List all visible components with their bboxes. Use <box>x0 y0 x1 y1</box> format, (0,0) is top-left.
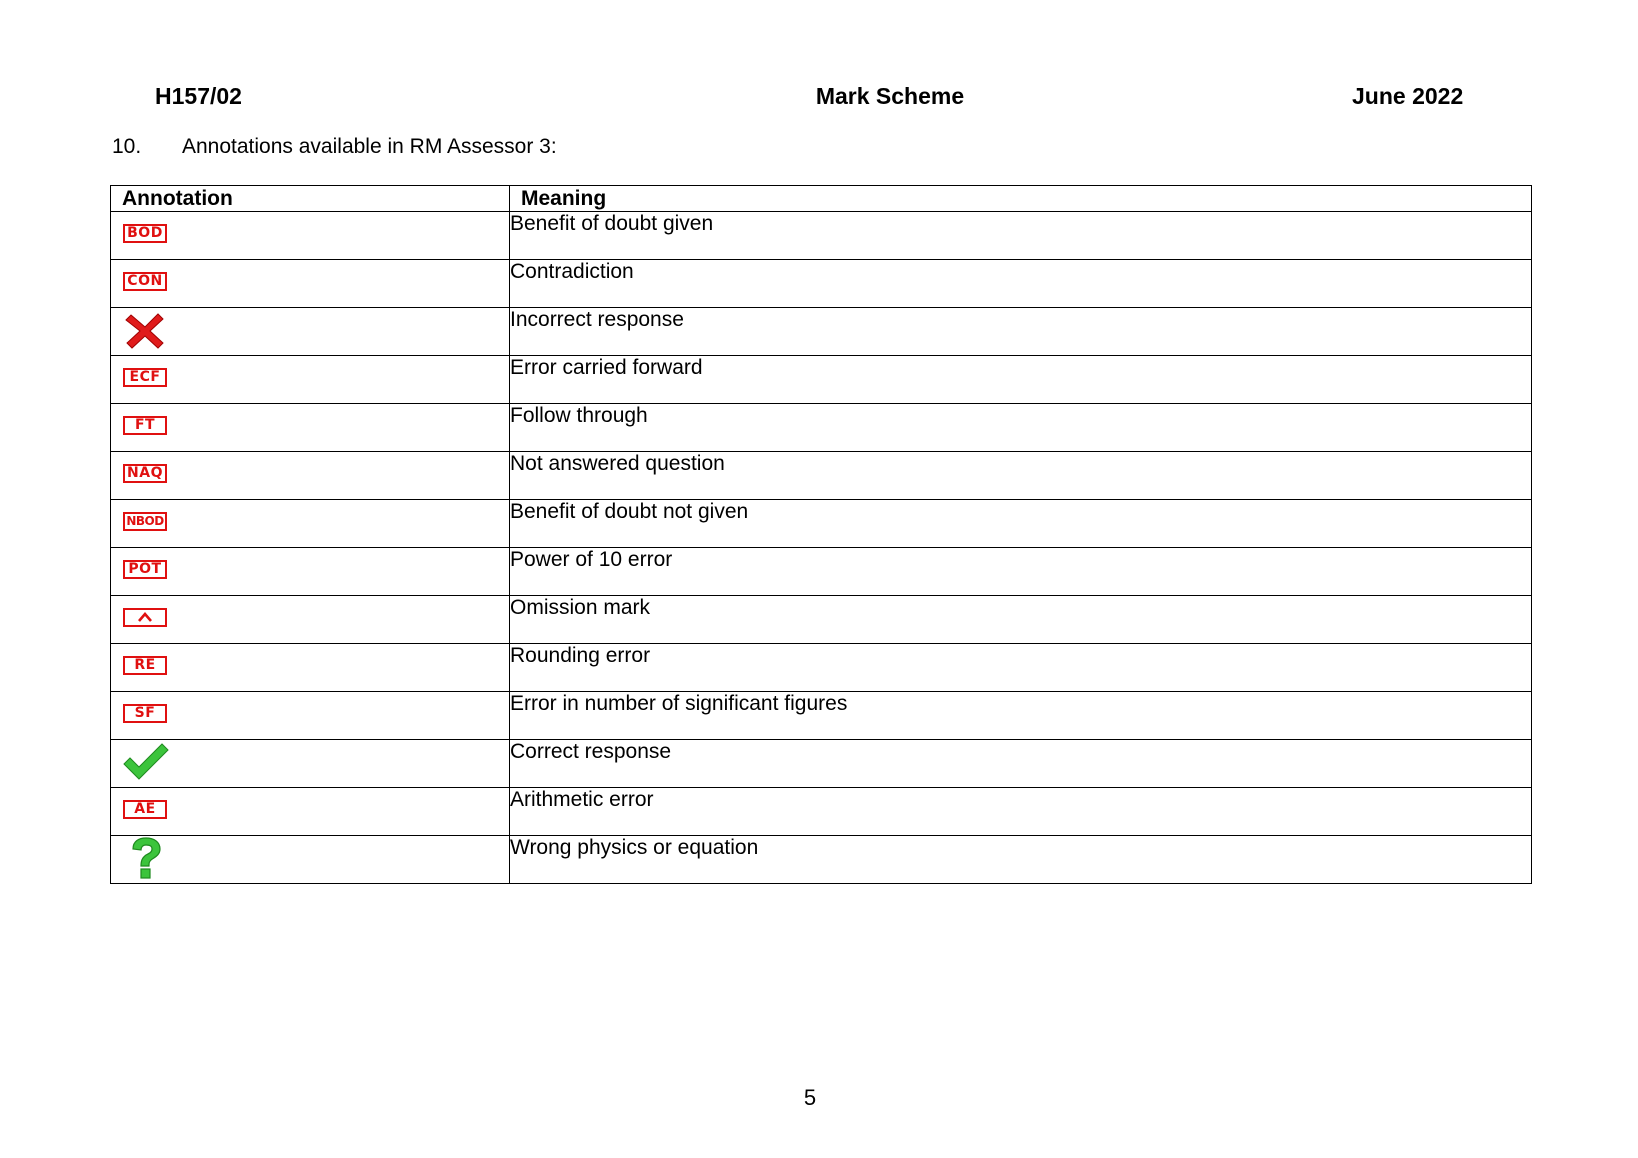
re-stamp-icon: RE <box>123 656 167 675</box>
sf-stamp-icon: SF <box>123 704 167 723</box>
table-row <box>111 404 1532 452</box>
section-number: 10. <box>112 135 142 158</box>
question-mark-icon <box>129 837 163 881</box>
section-title: Annotations available in RM Assessor 3: <box>182 135 557 158</box>
exam-date: June 2022 <box>1352 83 1464 109</box>
table-header-row <box>111 186 1532 212</box>
table-row <box>111 452 1532 500</box>
tick-icon <box>123 742 169 782</box>
page-number: 5 <box>803 1085 817 1110</box>
naq-stamp-icon: NAQ <box>123 464 167 483</box>
table-row <box>111 548 1532 596</box>
column-header-meaning: Meaning <box>510 186 1532 212</box>
meaning-cell: Error in number of significant figures <box>510 692 1532 740</box>
meaning-cell: Not answered question <box>510 452 1532 500</box>
meaning-cell: Benefit of doubt given <box>510 212 1532 260</box>
meaning-cell: Power of 10 error <box>510 548 1532 596</box>
table-row <box>111 644 1532 692</box>
meaning-cell: Correct response <box>510 740 1532 788</box>
table-row <box>111 260 1532 308</box>
document-title: Mark Scheme <box>815 83 965 109</box>
bod-stamp-icon: BOD <box>123 224 167 243</box>
meaning-cell: Follow through <box>510 404 1532 452</box>
table-row <box>111 308 1532 356</box>
table-row <box>111 692 1532 740</box>
table-row <box>111 500 1532 548</box>
caret-stamp-icon <box>123 608 167 627</box>
meaning-cell: Wrong physics or equation <box>510 836 1532 884</box>
annotations-table <box>110 185 1532 884</box>
meaning-cell: Arithmetic error <box>510 788 1532 836</box>
table-row <box>111 356 1532 404</box>
ft-stamp-icon: FT <box>123 416 167 435</box>
ecf-stamp-icon: ECF <box>123 368 167 387</box>
paper-code: H157/02 <box>155 83 242 109</box>
meaning-cell: Benefit of doubt not given <box>510 500 1532 548</box>
table-row <box>111 740 1532 788</box>
meaning-cell: Rounding error <box>510 644 1532 692</box>
cross-icon <box>125 312 165 350</box>
table-row <box>111 212 1532 260</box>
nbod-stamp-icon: NBOD <box>123 512 167 531</box>
ae-stamp-icon: AE <box>123 800 167 819</box>
section-heading <box>112 134 557 160</box>
meaning-cell: Incorrect response <box>510 308 1532 356</box>
table-row <box>111 596 1532 644</box>
meaning-cell: Contradiction <box>510 260 1532 308</box>
table-row <box>111 788 1532 836</box>
con-stamp-icon: CON <box>123 272 167 291</box>
meaning-cell: Omission mark <box>510 596 1532 644</box>
column-header-annotation: Annotation <box>111 186 510 212</box>
meaning-cell: Error carried forward <box>510 356 1532 404</box>
pot-stamp-icon: POT <box>123 560 167 579</box>
table-row <box>111 836 1532 884</box>
